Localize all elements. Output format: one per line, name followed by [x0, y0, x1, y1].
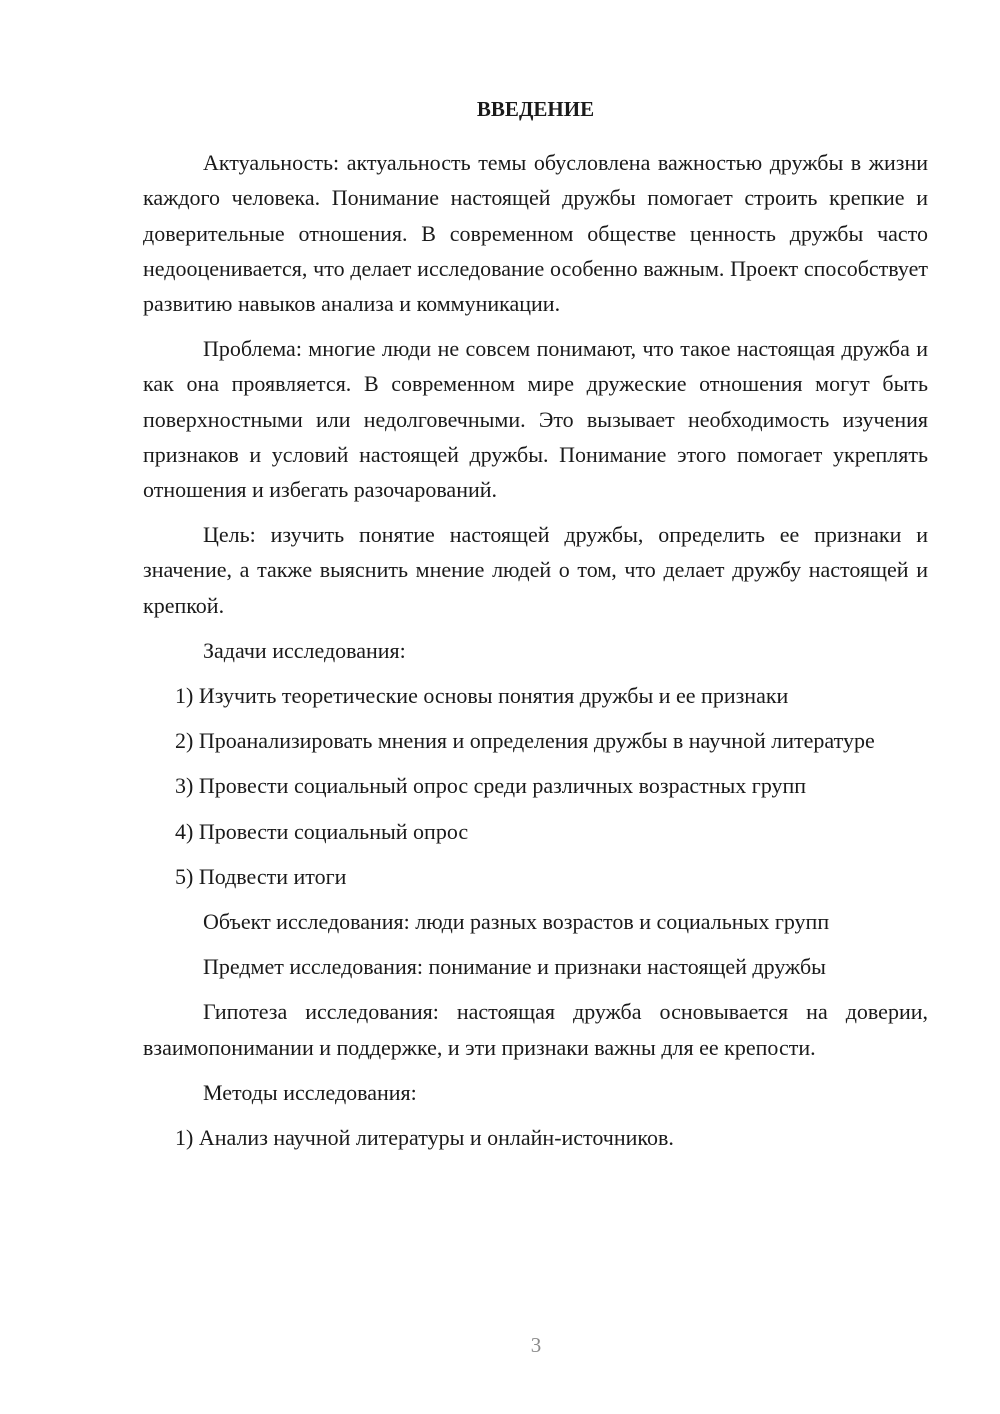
- task-item-1: 1) Изучить теоретические основы понятия дружбы и ее признаки: [175, 683, 789, 709]
- document-page: [143, 92, 928, 1165]
- page-number: 3: [530, 1333, 542, 1357]
- methods-heading: Методы исследования:: [203, 1079, 417, 1105]
- tasks-heading: Задачи исследования:: [203, 637, 406, 663]
- task-item-4: 4) Провести социальный опрос: [175, 818, 469, 844]
- hypothesis-paragraph: Гипотеза исследования: настоящая дружба основывается на доверии, взаимопонимании и поддержке, и эти признаки важны для ее крепости.: [143, 999, 928, 1060]
- goal-paragraph: Цель: изучить понятие настоящей дружбы, определить ее признаки и значение, а также выяснить мнение людей о том, что делает дружбу настоящей и крепкой.: [143, 522, 928, 618]
- relevance-paragraph: Актуальность: актуальность темы обусловлена важностью дружбы в жизни каждого человека. Понимание настоящей дружбы помогает строить крепкие и доверительные отношения. В современном обществе ценность дружбы часто недооценивается, что делает исследование особенно важным. Проект способствует развитию навыков анализа и коммуникации.: [143, 150, 928, 317]
- subject-paragraph: Предмет исследования: понимание и признаки настоящей дружбы: [203, 954, 826, 980]
- task-item-2: 2) Проанализировать мнения и определения дружбы в научной литературе: [175, 728, 875, 754]
- object-paragraph: Объект исследования: люди разных возрастов и социальных групп: [203, 909, 830, 935]
- task-item-5: 5) Подвести итоги: [175, 863, 347, 889]
- problem-paragraph: Проблема: многие люди не совсем понимают, что такое настоящая дружба и как она проявляется. В современном мире дружеские отношения могут быть поверхностными или недолговечными. Это вызывает необходимость изучения признаков и условий настоящей дружбы. Понимание этого помогает укреплять отношения и избегать разочарований.: [143, 336, 928, 503]
- section-title: ВВЕДЕНИЕ: [476, 97, 595, 121]
- task-item-3: 3) Провести социальный опрос среди различных возрастных групп: [175, 773, 807, 799]
- method-item-1: 1) Анализ научной литературы и онлайн-источников.: [175, 1125, 674, 1151]
